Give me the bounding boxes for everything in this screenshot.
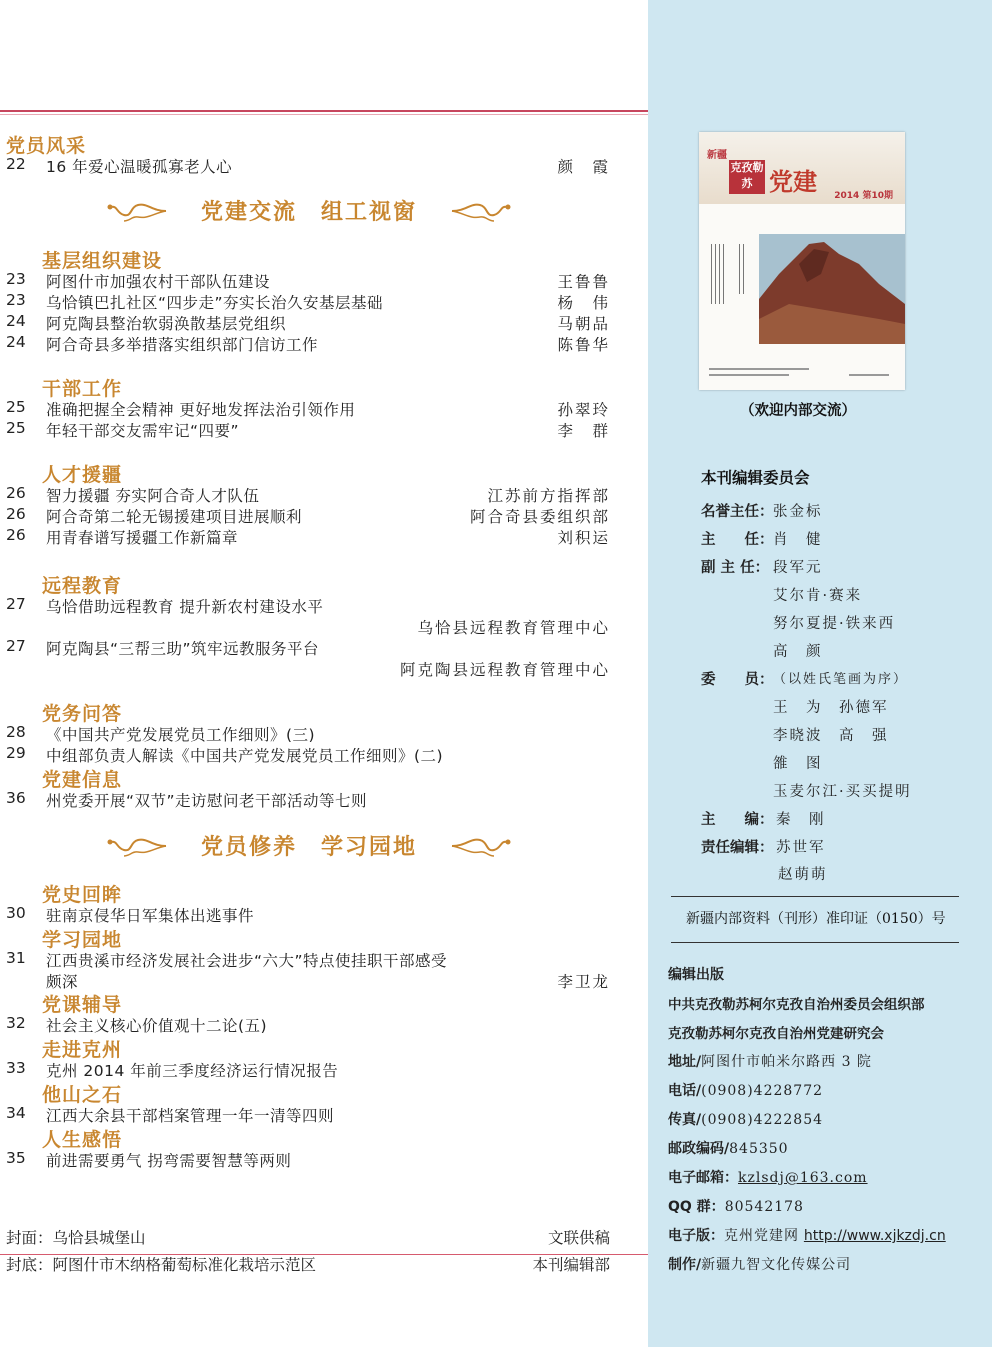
section-heading: 党史回眸 [42,884,123,906]
toc-entry[interactable] [0,484,610,505]
page-number: 24 [6,312,26,330]
article-author: 李 群 [557,422,610,440]
vice-director-label: 副 主 任： [701,560,770,576]
article-author: 阿合奇县委组织部 [469,508,610,526]
member-note: （以姓氏笔画为序） [773,672,909,687]
page-number: 31 [6,949,26,967]
toc-entry[interactable] [0,291,610,312]
section-heading: 人才援疆 [42,464,123,486]
web-name: 克州党建网 [724,1228,799,1244]
article-title: 阿合奇县多举措落实组织部门信访工作 [46,336,319,354]
toc-entry[interactable] [0,637,610,658]
toc-entry[interactable] [0,595,610,616]
toc-entry[interactable] [0,1104,610,1125]
banner-title: 党建交流 组工视窗 [200,200,417,225]
cover-caption: （欢迎内部交流） [740,403,856,419]
page-number: 26 [6,505,26,523]
toc-entry[interactable] [0,1149,610,1170]
article-title-continued: 颇深 [46,973,79,991]
zip-label: 邮政编码/ [668,1141,730,1157]
toc-entry[interactable] [0,1059,610,1080]
top-divider-thin [0,114,648,115]
mountain-image [699,204,905,390]
toc-entry[interactable] [0,526,610,547]
article-author: 刘积运 [557,529,610,547]
honorary-name: 张金标 [773,504,823,520]
page-number: 25 [6,419,26,437]
article-title: 《中国共产党发展党员工作细则》(三) [46,726,316,744]
toc-entry[interactable] [0,723,610,744]
phone-label: 电话/ [668,1083,702,1099]
responsible-editor-name: 赵萌萌 [778,867,828,883]
phone-value: (0908)4228772 [701,1083,824,1099]
article-author: 王鲁鲁 [557,273,610,291]
section-heading: 党务问答 [42,703,123,725]
article-title: 江西大余县干部档案管理一年一清等四则 [46,1107,335,1125]
page-number: 23 [6,291,26,309]
cover-title: 党建 [769,167,817,196]
cover-logo: 克孜勒苏 [729,160,765,194]
page-number: 36 [6,789,26,807]
director-label: 主 任： [701,532,774,548]
fax-label: 传真/ [668,1112,702,1128]
toc-entry[interactable] [0,312,610,333]
section-heading: 干部工作 [42,378,123,400]
article-author: 阿克陶县远程教育管理中心 [399,661,610,679]
banner-title: 党员修养 学习园地 [200,835,417,860]
page-number: 34 [6,1104,26,1122]
article-title: 乌恰借助远程教育 提升新农村建设水平 [46,598,324,616]
page-number: 27 [6,595,26,613]
director-name: 肖 健 [773,532,823,548]
responsible-editor-label: 责任编辑： [701,840,774,856]
cover-source: 文联供稿 [547,1229,610,1247]
toc-entry[interactable] [0,789,610,810]
article-author: 孙翠玲 [557,401,610,419]
fax-line [668,1109,823,1129]
article-title: 智力援疆 夯实阿合奇人才队伍 [46,487,260,505]
page-number: 25 [6,398,26,416]
qq-value: 80542178 [724,1199,804,1215]
toc-entry[interactable] [0,419,610,440]
section-banner [104,191,514,231]
toc-entry[interactable] [0,333,610,354]
article-title: 年轻干部交友需牢记“四要” [46,422,240,440]
right-ornament-icon [450,197,514,225]
chief-editor-name: 秦 刚 [776,812,826,828]
honorary-label: 名誉主任： [701,504,774,520]
cover-issue-number: 第10期 [862,191,893,201]
article-title: 阿合奇第二轮无锡援建项目进展顺利 [46,508,303,526]
article-title: 江西贵溪市经济发展社会进步“六大”特点使挂职干部感受 [46,952,448,970]
article-title: 乌恰镇巴扎社区“四步走”夯实长治久安基层基础 [46,294,384,312]
article-title: 用青春谱写援疆工作新篇章 [46,529,239,547]
page-number: 24 [6,333,26,351]
responsible-editor-name: 苏世军 [776,840,826,856]
address-line [668,1051,872,1071]
phone-line [668,1080,823,1100]
cover-credit [6,1226,610,1248]
article-title: 16 年爱心温暖孤寡老人心 [46,158,233,176]
web-line [668,1225,946,1245]
top-divider [0,110,648,112]
section-heading: 基层组织建设 [42,250,163,272]
section-heading: 远程教育 [42,575,123,597]
address-label: 地址/ [668,1054,702,1070]
page-number: 33 [6,1059,26,1077]
permit-number: 新疆内部资料（刊形）准印证（0150）号 [686,911,946,927]
publisher-heading: 编辑出版 [668,967,724,983]
web-link[interactable]: http://www.xjkzdj.cn [803,1228,946,1244]
email-label: 电子邮箱： [668,1170,738,1186]
section-heading: 走进克州 [42,1039,123,1061]
article-title: 驻南京侵华日军集体出逃事件 [46,907,255,925]
section-heading: 党员风采 [6,135,87,157]
article-author: 马朝品 [557,315,610,333]
article-title: 克州 2014 年前三季度经济运行情况报告 [46,1062,339,1080]
zip-value: 845350 [729,1141,789,1157]
maker-line [668,1254,851,1274]
vice-director-name: 高 颜 [773,644,823,660]
divider [671,942,959,943]
committee-heading: 本刊编辑委员会 [701,469,810,487]
page-number: 26 [6,526,26,544]
article-author: 江苏前方指挥部 [487,487,610,505]
zip-line [668,1138,789,1158]
article-author: 李卫龙 [557,973,610,991]
toc-entry-author-line [0,616,610,637]
qq-line [668,1196,804,1216]
page-number: 28 [6,723,26,741]
toc-entry-author-line [0,658,610,679]
publisher-org: 中共克孜勒苏柯尔克孜自治州委员会组织部 [668,997,925,1013]
toc-entry[interactable] [0,904,610,925]
back-caption: 封底：阿图什市木纳格葡萄标准化栽培示范区 [6,1256,317,1274]
article-author: 颜 霞 [557,158,610,176]
article-title: 阿克陶县“三帮三助”筑牢远教服务平台 [46,640,320,658]
section-heading: 他山之石 [42,1084,123,1106]
page-number: 32 [6,1014,26,1032]
page-number: 23 [6,270,26,288]
article-title: 州党委开展“双节”走访慰问老干部活动等七则 [46,792,368,810]
member-names: 李晓波 高 强 [773,728,889,744]
toc-entry[interactable] [0,505,610,526]
article-author: 杨 伟 [557,294,610,312]
toc-entry-continued [0,970,610,991]
member-names: 王 为 孙德军 [773,700,889,716]
section-banner [104,826,514,866]
cover-photo [699,204,905,390]
fax-value: (0908)4222854 [701,1112,824,1128]
maker-label: 制作/ [668,1257,702,1273]
toc-entry[interactable] [0,398,610,419]
page-number: 29 [6,744,26,762]
section-heading: 人生感悟 [42,1129,123,1151]
page-number: 22 [6,155,26,173]
page-number: 35 [6,1149,26,1167]
cover-issue [834,188,893,201]
right-ornament-icon [450,832,514,860]
article-author: 乌恰县远程教育管理中心 [417,619,610,637]
page-number: 30 [6,904,26,922]
web-label: 电子版： [668,1228,724,1244]
publisher-org: 克孜勒苏柯尔克孜自治州党建研究会 [668,1026,884,1042]
article-title: 社会主义核心价值观十二论(五) [46,1017,268,1035]
section-heading: 学习园地 [42,929,123,951]
magazine-cover-thumbnail[interactable] [699,132,905,390]
member-label: 委 员： [701,672,774,688]
qq-label: QQ 群： [668,1199,725,1215]
toc-entry[interactable] [0,270,610,291]
toc-entry[interactable] [0,155,610,176]
back-source: 本刊编辑部 [532,1256,610,1274]
article-author: 陈鲁华 [557,336,610,354]
toc-entry[interactable] [0,744,610,765]
article-title: 中组部负责人解读《中国共产党发展党员工作细则》(二) [46,747,444,765]
member-names: 雒 图 [773,756,823,772]
article-title: 前进需要勇气 拐弯需要智慧等两则 [46,1152,292,1170]
cover-xinjiang: 新疆 [707,150,727,161]
email-line [668,1167,868,1187]
back-cover-credit [6,1253,610,1275]
cover-caption: 封面：乌恰县城堡山 [6,1229,146,1247]
toc-entry[interactable] [0,949,610,970]
article-title: 阿图什市加强农村干部队伍建设 [46,273,271,291]
divider [671,896,959,897]
maker-value: 新疆九智文化传媒公司 [701,1257,852,1273]
section-heading: 党建信息 [42,769,123,791]
cover-year: 2014 [834,191,860,201]
vice-director-name: 努尔夏提·铁来西 [773,616,896,632]
article-title: 准确把握全会精神 更好地发挥法治引领作用 [46,401,356,419]
article-title: 阿克陶县整治软弱涣散基层党组织 [46,315,287,333]
chief-editor-label: 主 编： [701,812,774,828]
member-names: 玉麦尔江·买买提明 [773,784,912,800]
page-number: 26 [6,484,26,502]
vice-director-name: 段军元 [773,560,823,576]
section-heading: 党课辅导 [42,994,123,1016]
page-number: 27 [6,637,26,655]
vice-director-name: 艾尔肯·赛来 [773,588,863,604]
address-value: 阿图什市帕米尔路西 3 院 [701,1054,872,1070]
toc-entry[interactable] [0,1014,610,1035]
email-link[interactable]: kzlsdj@163.com [738,1170,868,1186]
